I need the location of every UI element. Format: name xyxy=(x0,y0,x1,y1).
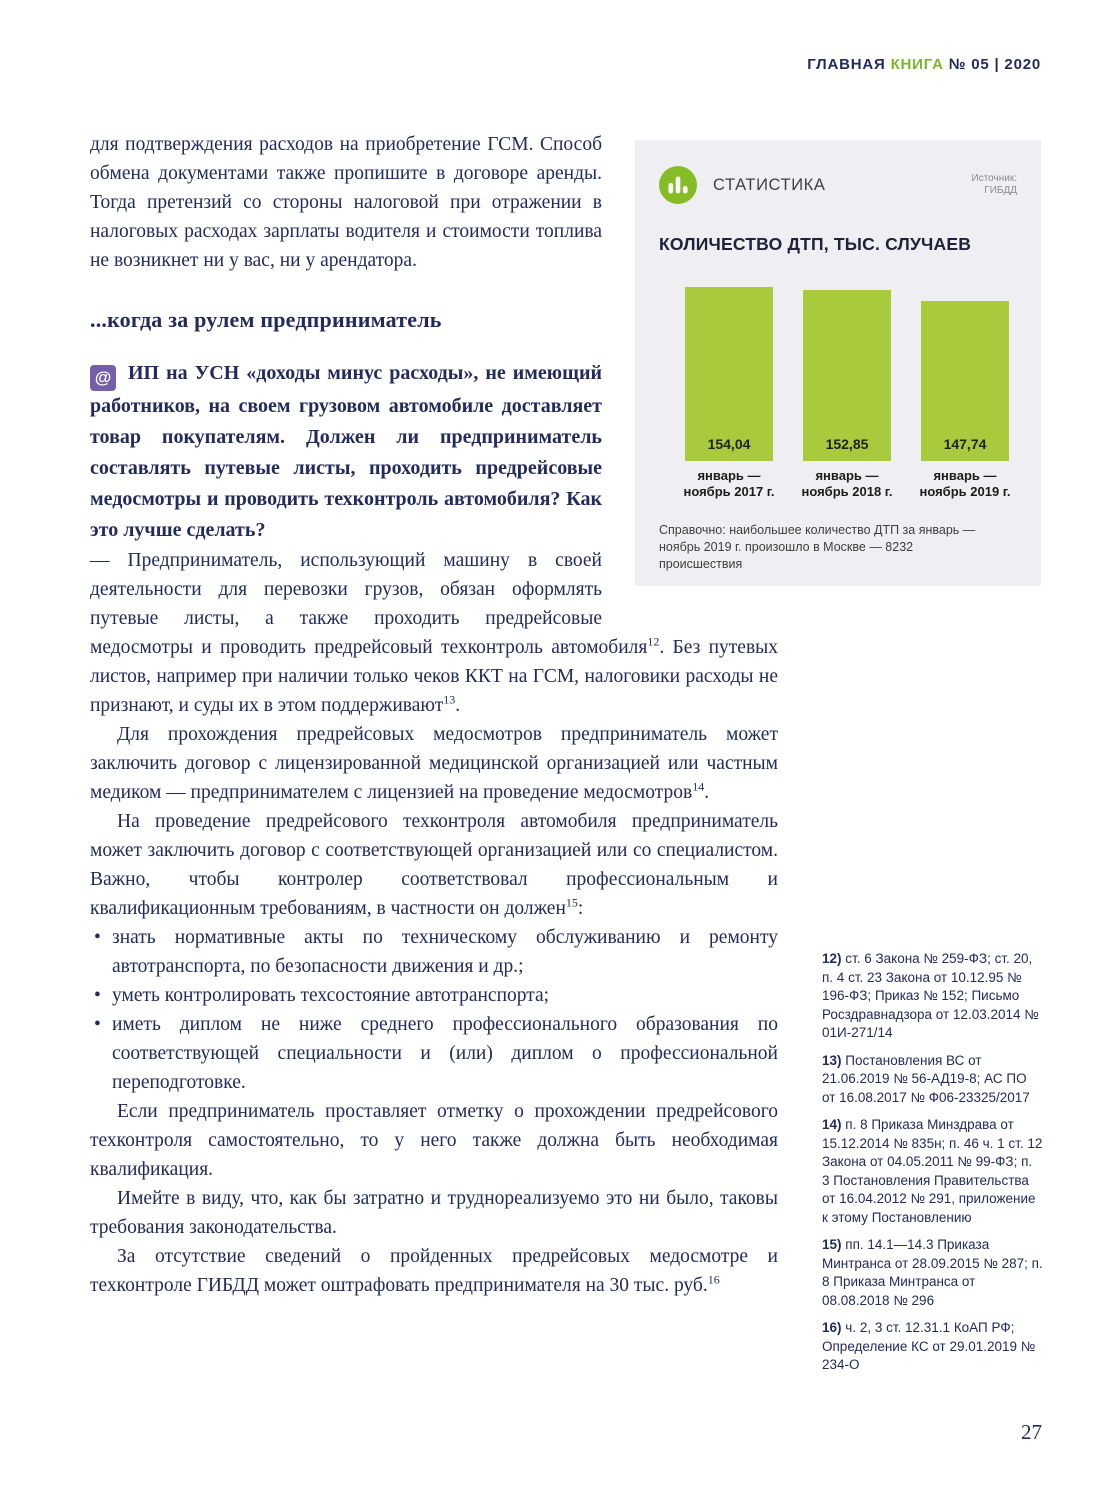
footnote-13 xyxy=(822,1052,1043,1108)
chart-column-2019 xyxy=(913,287,1017,500)
footnote-number: 14) xyxy=(822,1117,842,1132)
footnote-15 xyxy=(822,1236,1043,1310)
footnote-text: Постановления ВС от 21.06.2019 № 56-АД19-8; АС ПО от 16.08.2017 № Ф06-23325/2017 xyxy=(822,1052,1030,1105)
issue-number: № 05 | 2020 xyxy=(948,56,1041,73)
footnote-number: 16) xyxy=(822,1320,842,1335)
bar-value: 152,85 xyxy=(825,436,869,452)
answer-paragraph-3: На проведение предрейсового техконтроля автомобиля предприниматель может заключить договор с соответствующей организацией или со специалистом. Важно, чтобы контролер соответствовал профессиональным и квалификационным требованиям, в частности он должен$^{15}$: xyxy=(90,811,778,919)
bar-2019 xyxy=(921,301,1009,461)
list-item: • иметь диплом не ниже среднего профессионального образования по соответствующей специальности и (или) диплом о профессиональной переподготовке. xyxy=(90,1010,778,1097)
chart-note: Справочно: наибольшее количество ДТП за январь — ноябрь 2019 г. произошло в Москве — 8232 происшествия xyxy=(659,523,976,571)
page-number: 27 xyxy=(1021,1420,1042,1444)
answer-paragraph-2: Для прохождения предрейсовых медосмотров предприниматель может заключить договор с лицензированной медицинской организацией или частным медиком — предпринимателем с лицензией на проведение медосмотров$^{14}$. xyxy=(90,724,778,803)
brand-word-glavnaya: ГЛАВНАЯ xyxy=(807,56,886,73)
bar-2018 xyxy=(803,290,891,461)
bar-2017 xyxy=(685,287,773,461)
footnote-number: 15) xyxy=(822,1237,842,1252)
reader-question-icon: @ xyxy=(90,365,116,391)
statistics-header xyxy=(659,166,1017,204)
chart-column-2017 xyxy=(677,287,781,500)
footnotes-column xyxy=(822,950,1043,1384)
footnote-text: ч. 2, 3 ст. 12.31.1 КоАП РФ; Определение КС от 29.01.2019 № 234-О xyxy=(822,1320,1036,1372)
question-text: ИП на УСН «доходы минус расходы», не имеющий работников, на своем грузовом автомобиле доставляет товар покупателям. Должен ли предприниматель составлять путевые листы, проходить предрейсовые медосмотры и проводить техконтроль автомобиля? Как это лучше сделать? xyxy=(90,362,602,541)
answer-paragraph-1: — Предприниматель, использующий машину в своей деятельности для перевозки грузов, обязан оформлять путевые листы, а также проходить предрейсовые медосмотры и проводить предрейсовый техконтроль автомобиля$^{12}$. Без путевых листов, например при наличии только чеков ККТ на ГСМ, налоговики расходы не признают, и суды их в этом поддерживают$^{13}$. xyxy=(90,550,779,716)
statistics-box xyxy=(635,140,1041,586)
footnote-16 xyxy=(822,1319,1043,1375)
list-item: • уметь контролировать техсостояние автотранспорта; xyxy=(90,981,778,1010)
section-heading: ...когда за рулем предприниматель xyxy=(90,307,442,332)
bar-label: январь — ноябрь 2017 г. xyxy=(683,468,775,499)
answer-paragraph-4: Если предприниматель проставляет отметку о прохождении предрейсового техконтроля самостоятельно, то у него также должна быть необходимая квалификация. xyxy=(90,1101,778,1180)
bar-label: январь — ноябрь 2018 г. xyxy=(801,468,893,499)
chart-title: КОЛИЧЕСТВО ДТП, ТЫС. СЛУЧАЕВ xyxy=(659,234,972,254)
chart-column-2018 xyxy=(795,287,899,500)
footnote-14 xyxy=(822,1116,1043,1227)
bar-chart-icon xyxy=(659,166,697,204)
bar-chart xyxy=(659,287,1017,500)
footnote-text: ст. 6 Закона № 259-ФЗ; ст. 20, п. 4 ст. 23 Закона от 10.12.95 № 196-ФЗ; Приказ № 152; Письмо Росздравнадзора от 12.03.2014 № 01И-271/14 xyxy=(822,951,1039,1040)
footnote-number: 13) xyxy=(822,1052,842,1068)
footnote-number: 12) xyxy=(822,951,842,966)
footnote-text: п. 8 Приказа Минздрава от 15.12.2014 № 835н; п. 46 ч. 1 ст. 12 Закона от 04.05.2011 № 99-ФЗ; п. 3 Постановления Правительства от 16.04.2012 № 291, приложение к этому Постановлению xyxy=(822,1117,1043,1225)
footnote-text: пп. 14.1—14.3 Приказа Минтранса от 28.09.2015 № 287; п. 8 Приказа Минтранса от 08.08.2018 № 296 xyxy=(822,1237,1043,1308)
masthead xyxy=(807,56,1041,73)
requirements-list xyxy=(90,923,778,1097)
bar-value: 147,74 xyxy=(943,436,987,452)
answer-paragraph-6: За отсутствие сведений о пройденных предрейсовых медосмотре и техконтроле ГИБДД может оштрафовать предпринимателя на 30 тыс. руб.$^{16}$ xyxy=(90,1246,778,1296)
intro-paragraph: для подтверждения расходов на приобретение ГСМ. Способ обмена документами также пропишите в договоре аренды. Тогда претензий со стороны налоговой при отражении в налоговых расходах зарплаты водителя и стоимости топлива не возникнет ни у вас, ни у арендатора. xyxy=(90,134,602,271)
answer-paragraph-5: Имейте в виду, что, как бы затратно и труднореализуемо это ни было, таковы требования законодательства. xyxy=(90,1188,778,1238)
list-item: • знать нормативные акты по техническому обслуживанию и ремонту автотранспорта, по безопасности движения и др.; xyxy=(90,923,778,981)
chart-source: Источник: ГИБДД xyxy=(971,173,1017,196)
statistics-label: СТАТИСТИКА xyxy=(713,175,826,194)
footnote-12 xyxy=(822,950,1043,1043)
bar-label: январь — ноябрь 2019 г. xyxy=(919,468,1011,499)
bar-value: 154,04 xyxy=(707,436,751,452)
brand-word-kniga: КНИГА xyxy=(890,56,944,73)
